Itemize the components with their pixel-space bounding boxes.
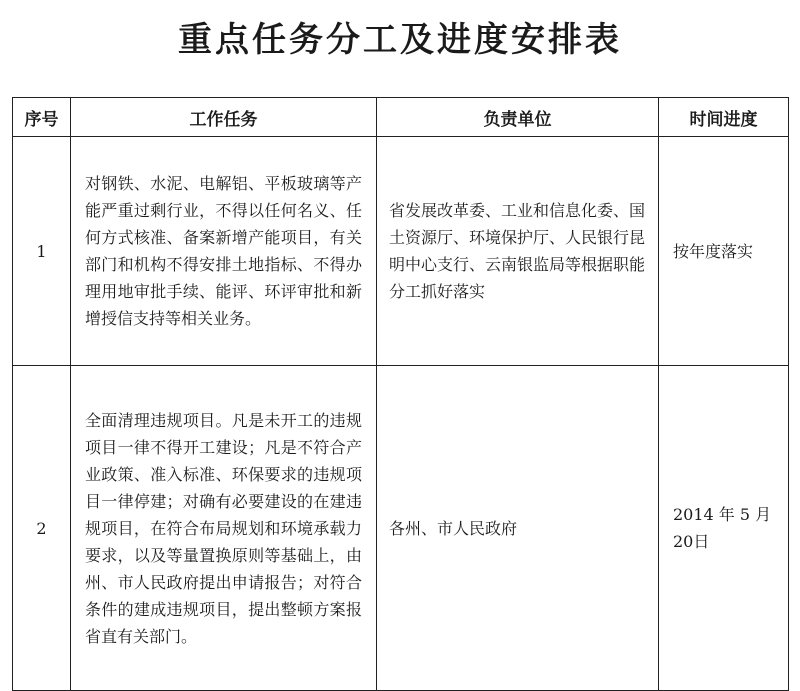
row-unit: 各州、市人民政府 bbox=[377, 366, 659, 691]
header-unit: 负责单位 bbox=[377, 98, 659, 137]
row-number: 1 bbox=[13, 137, 71, 366]
table-row bbox=[13, 137, 789, 366]
row-time: 2014 年 5 月 20日 bbox=[659, 366, 789, 691]
header-no: 序号 bbox=[13, 98, 71, 137]
table-row bbox=[13, 366, 789, 691]
header-time: 时间进度 bbox=[659, 98, 789, 137]
row-task: 全面清理违规项目。凡是未开工的违规项目一律不得开工建设；凡是不符合产业政策、准入标准、环保要求的违规项目一律停建；对确有必要建设的在建违规项目，在符合布局规划和环境承载力要求，以及等量置换原则等基础上，由州、市人民政府提出申请报告；对符合条件的建成违规项目，提出整顿方案报省直有关部门。 bbox=[71, 366, 377, 691]
task-table bbox=[12, 97, 789, 691]
row-time: 按年度落实 bbox=[659, 137, 789, 366]
header-task: 工作任务 bbox=[71, 98, 377, 137]
page-title: 重点任务分工及进度安排表 bbox=[178, 20, 622, 60]
row-task: 对钢铁、水泥、电解铝、平板玻璃等产能严重过剩行业，不得以任何名义、任何方式核准、备案新增产能项目，有关部门和机构不得安排土地指标、不得办理用地审批手续、能评、环评审批和新增授信支持等相关业务。 bbox=[71, 137, 377, 366]
table-header-row bbox=[13, 98, 789, 137]
row-number: 2 bbox=[13, 366, 71, 691]
row-unit: 省发展改革委、工业和信息化委、国土资源厅、环境保护厅、人民银行昆明中心支行、云南银监局等根据职能分工抓好落实 bbox=[377, 137, 659, 366]
